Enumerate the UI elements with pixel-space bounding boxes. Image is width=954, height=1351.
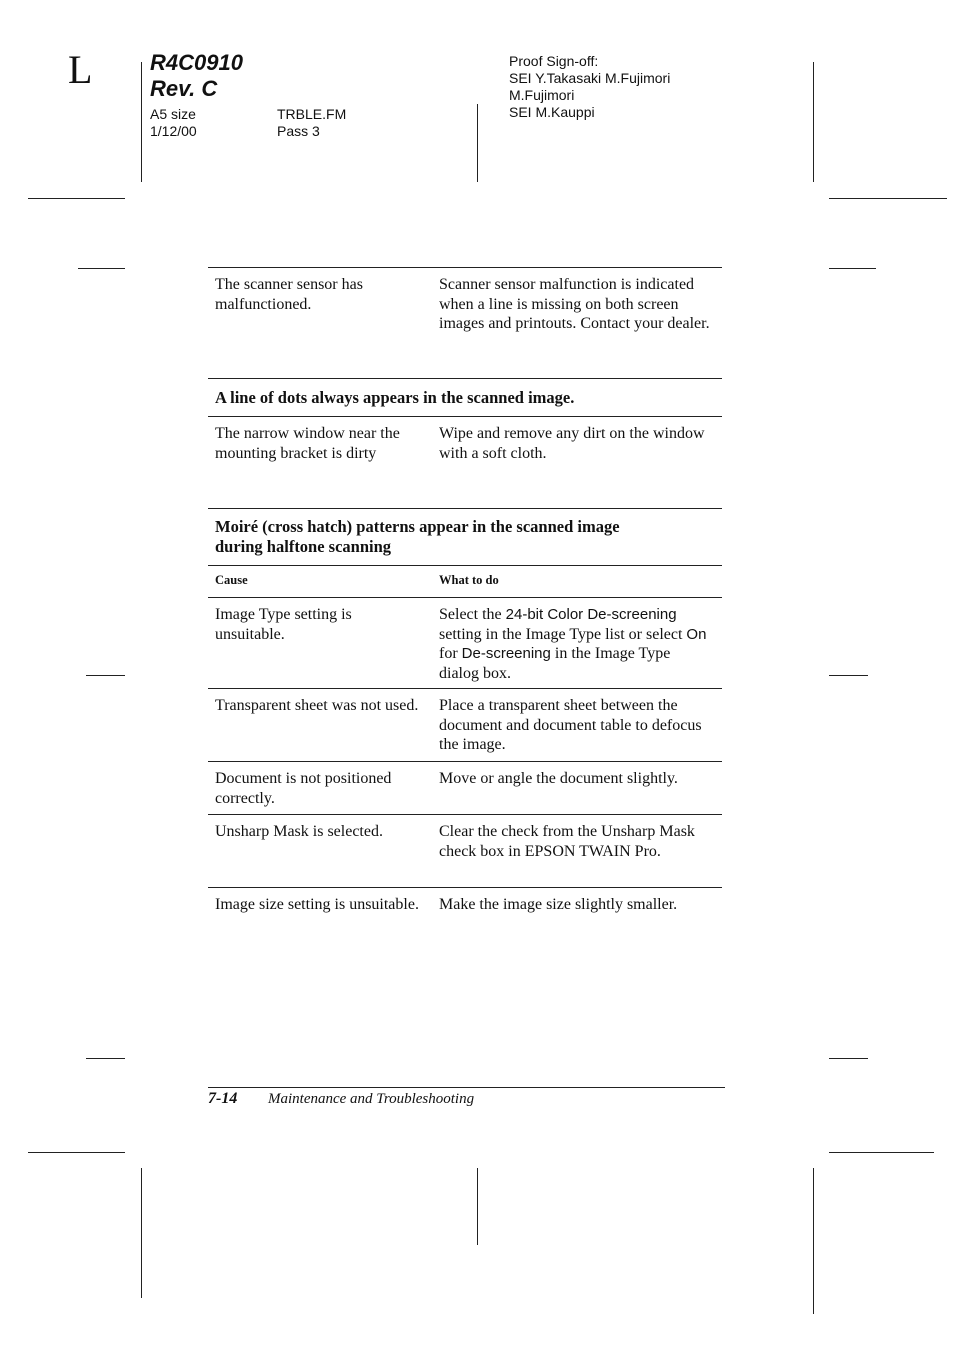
- table-rule: [208, 761, 722, 762]
- cause-cell: Image size setting is unsuitable.: [215, 896, 419, 913]
- cause-cell: Document is not positioned correctly.: [215, 770, 392, 807]
- remedy-text: Select the: [439, 606, 506, 623]
- table-rule: [208, 597, 722, 598]
- crop-mark: [813, 62, 814, 182]
- document-revision: Rev. C: [150, 76, 218, 101]
- table-rule: [208, 814, 722, 815]
- page-size: A5 size: [150, 106, 196, 122]
- section-heading-line: Moiré (cross hatch) patterns appear in the scanned image: [215, 517, 620, 536]
- proof-line: SEI M.Kauppi: [509, 104, 595, 120]
- proof-line: Proof Sign-off:: [509, 53, 599, 69]
- file-name: TRBLE.FM: [277, 106, 347, 122]
- crop-mark: [86, 675, 125, 676]
- crop-mark: [477, 1168, 478, 1245]
- cause-cell: Image Type setting is unsuitable.: [215, 606, 352, 643]
- cause-cell: Transparent sheet was not used.: [215, 697, 419, 714]
- crop-mark: [477, 104, 478, 182]
- table-rule: [208, 508, 722, 509]
- remedy-cell: Scanner sensor malfunction is indicated when a line is missing on both screen images and printouts. Contact your dealer.: [439, 276, 710, 332]
- setting-name: De-screening: [461, 645, 551, 662]
- crop-mark: [141, 1168, 142, 1298]
- remedy-cell: Move or angle the document slightly.: [439, 770, 678, 787]
- chapter-title: Maintenance and Troubleshooting: [268, 1091, 475, 1107]
- column-header-cause: Cause: [215, 573, 248, 587]
- crop-mark: [78, 268, 125, 269]
- crop-mark: [141, 62, 142, 182]
- page-number: 7-14: [208, 1090, 238, 1107]
- section-heading: [215, 517, 715, 557]
- pass-number: Pass 3: [277, 123, 320, 139]
- remedy-text: for: [439, 645, 462, 662]
- remedy-cell: Wipe and remove any dirt on the window with a soft cloth.: [439, 425, 705, 462]
- remedy-text: in the Image Type dialog box.: [439, 645, 671, 682]
- proof-line: M.Fujimori: [509, 87, 575, 103]
- section-heading: A line of dots always appears in the scanned image.: [215, 388, 575, 407]
- crop-mark: [28, 198, 125, 199]
- crop-mark: [829, 675, 868, 676]
- crop-mark: [813, 1168, 814, 1314]
- proof-line: SEI Y.Takasaki M.Fujimori: [509, 70, 671, 86]
- remedy-cell: Clear the check from the Unsharp Mask check box in EPSON TWAIN Pro.: [439, 823, 695, 860]
- crop-mark: [829, 268, 876, 269]
- remedy-cell: Make the image size slightly smaller.: [439, 896, 678, 913]
- remedy-cell: Place a transparent sheet between the document and document table to defocus the image.: [439, 697, 702, 753]
- setting-name: On: [686, 625, 707, 643]
- setting-name: 24-bit Color De-screening: [505, 606, 677, 623]
- table-rule: [208, 416, 722, 417]
- table-rule: [208, 378, 722, 379]
- column-header-what-to-do: What to do: [439, 573, 499, 587]
- table-rule: [208, 887, 722, 888]
- crop-mark: [86, 1058, 125, 1059]
- document-code: [150, 50, 243, 102]
- proof-signoff: [509, 53, 670, 121]
- page-date: 1/12/00: [150, 123, 197, 139]
- document-code-line: R4C0910: [150, 50, 243, 75]
- cause-cell: The narrow window near the mounting bracket is dirty: [215, 425, 400, 462]
- table-rule: [208, 565, 722, 566]
- footer-rule: [208, 1087, 725, 1088]
- remedy-cell: [439, 605, 709, 683]
- cause-cell: The scanner sensor has malfunctioned.: [215, 276, 363, 313]
- crop-mark: [829, 1058, 868, 1059]
- section-heading-line: during halftone scanning: [215, 537, 392, 556]
- crop-mark: [829, 1152, 934, 1153]
- table-rule: [208, 267, 722, 268]
- page-side-letter: L: [68, 47, 93, 92]
- cause-cell: Unsharp Mask is selected.: [215, 823, 383, 840]
- remedy-text: setting in the Image Type list or select: [439, 625, 687, 643]
- crop-mark: [28, 1152, 125, 1153]
- table-rule: [208, 688, 722, 689]
- crop-mark: [829, 198, 947, 199]
